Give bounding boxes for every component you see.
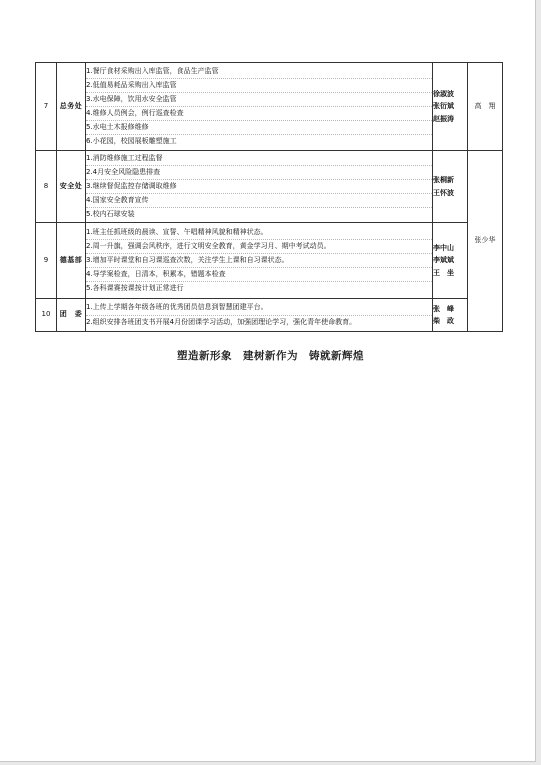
task-item: 2.组织安排各班团支书开展4月份团课学习活动，加强团理论学习，强化青年使命教育。 xyxy=(86,317,357,326)
task-item: 1.班主任抓班级的晨读、宣誓、午唱精神风貌和精神状态。 xyxy=(86,226,432,240)
responsible-person: 张桐新 xyxy=(433,176,454,185)
responsible-persons xyxy=(433,223,468,299)
responsible-person: 张衍斌 xyxy=(433,102,454,111)
task-list xyxy=(86,223,433,299)
responsible-person: 王怀波 xyxy=(433,188,454,197)
responsible-persons xyxy=(433,151,468,223)
supervising-leader: 张少华 xyxy=(468,151,503,332)
task-item: 5.校内石球安装 xyxy=(86,210,135,219)
task-item: 2.4月安全风险隐患排查 xyxy=(86,166,432,180)
responsible-person: 李中山 xyxy=(433,244,454,253)
task-item: 3.继续督促监控存储调取维修 xyxy=(86,180,432,194)
task-item: 3.增加平时课堂和自习课巡查次数，关注学生上课和自习课状态。 xyxy=(86,254,432,268)
responsible-person: 赵振涛 xyxy=(433,114,454,123)
task-item: 2.低值易耗品采购出入库监管 xyxy=(86,79,432,93)
work-plan-table xyxy=(35,62,503,332)
department-name: 团 委 xyxy=(57,299,86,332)
table-row xyxy=(36,299,503,332)
task-item: 3.水电保障，饮用水安全监管 xyxy=(86,93,432,107)
table-row xyxy=(36,223,503,299)
task-item: 4.导学案检查，日清本，积累本，错题本检查 xyxy=(86,268,432,282)
task-item: 5.水电土木报修维修 xyxy=(86,121,432,135)
task-list xyxy=(86,151,433,223)
supervising-leader: 高 翔 xyxy=(468,63,503,151)
responsible-person: 王 坐 xyxy=(433,268,454,277)
task-list xyxy=(86,299,433,332)
task-item: 6.小花园，校园展板雕塑施工 xyxy=(86,137,177,146)
task-item: 1.消防维修施工过程监督 xyxy=(86,152,432,166)
responsible-persons xyxy=(433,299,468,332)
task-item: 4.维修人员例会，例行巡查检查 xyxy=(86,107,432,121)
task-item: 2.周一升旗，强调会风秩序，进行文明安全教育，黄金学习月、期中考试动员。 xyxy=(86,240,432,254)
responsible-person: 徐淑波 xyxy=(433,90,454,99)
department-name: 德基部 xyxy=(57,223,86,299)
table-row xyxy=(36,63,503,151)
responsible-person: 柴 政 xyxy=(433,317,454,325)
row-number: 9 xyxy=(36,223,57,299)
task-item: 1.餐厅食材采购出入库监管，食品生产监管 xyxy=(86,65,432,79)
task-item: 4.国家安全教育宣传 xyxy=(86,194,432,208)
slogan: 塑造新形象 建树新作为 铸就新辉煌 xyxy=(177,350,364,362)
department-name: 安全处 xyxy=(57,151,86,223)
row-number: 7 xyxy=(36,63,57,151)
responsible-person: 张 峰 xyxy=(433,304,454,313)
row-number: 8 xyxy=(36,151,57,223)
responsible-persons xyxy=(433,63,468,151)
task-item: 5.各科课赛按课按计划正常进行 xyxy=(86,284,184,293)
responsible-person: 李斌斌 xyxy=(433,256,454,265)
task-list xyxy=(86,63,433,151)
table-row xyxy=(36,151,503,223)
row-number: 10 xyxy=(36,299,57,332)
task-item: 1.上传上学期各年级各班的优秀团员信息到智慧团建平台。 xyxy=(86,301,432,315)
department-name: 总务处 xyxy=(57,63,86,151)
